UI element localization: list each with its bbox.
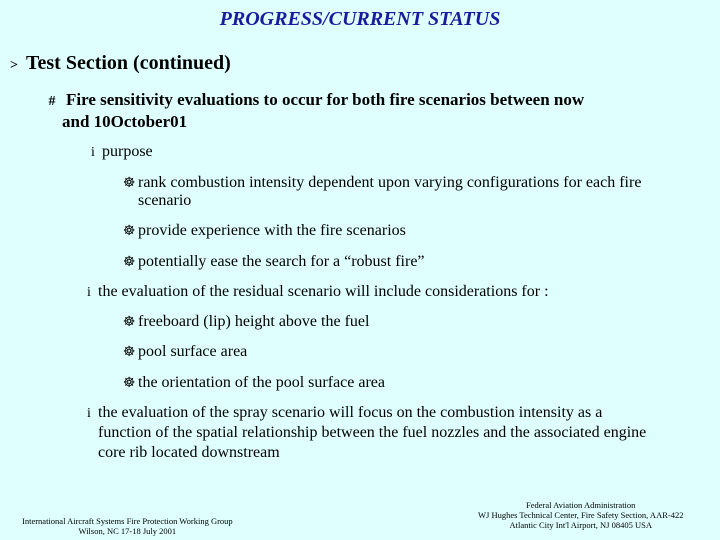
chevron-right-icon: >: [10, 58, 18, 73]
fire-sensitivity-bullet: [44, 90, 704, 132]
footer-center: WJ Hughes Technical Center, Fire Safety Section, AAR-422: [478, 510, 684, 520]
residual-subitem-text: freeboard (lip) height above the fuel: [138, 313, 370, 330]
pin-bullet-icon: #: [48, 94, 56, 109]
wheel-bullet-icon: ☸: [122, 255, 136, 270]
purpose-subitem-text: potentially ease the search for a “robust fire”: [138, 253, 425, 270]
slide-title: PROGRESS/CURRENT STATUS: [219, 8, 501, 30]
residual-subitem-text: pool surface area: [138, 343, 248, 360]
bullet-icon: i: [91, 145, 95, 160]
spray-continuation: function of the spatial relationship between the fuel nozzles and the associated engine: [98, 424, 647, 441]
fire-sensitivity-line1: Fire sensitivity evaluations to occur for both fire scenarios between now: [66, 90, 585, 109]
wheel-bullet-icon: ☸: [122, 224, 136, 239]
footer-address: Atlantic City Int'l Airport, NJ 08405 USA: [509, 520, 652, 530]
bullet-icon: i: [87, 406, 91, 421]
fire-sensitivity-line2: and 10October01: [62, 112, 188, 131]
bullet-icon: i: [87, 285, 91, 300]
wheel-bullet-icon: ☸: [122, 176, 136, 191]
spray-text: the evaluation of the spray scenario will focus on the combustion intensity as a: [98, 404, 603, 421]
footer-left: [22, 516, 233, 536]
residual-subitem: [120, 342, 247, 363]
residual-text: the evaluation of the residual scenario will include considerations for :: [98, 283, 549, 300]
purpose-subitem: [120, 173, 641, 194]
spray-continuation: core rib located downstream: [98, 444, 280, 461]
section-heading-text: Test Section (continued): [26, 52, 231, 74]
residual-subitem: [120, 312, 369, 333]
purpose-subitem: [120, 252, 425, 273]
wheel-bullet-icon: ☸: [122, 376, 136, 391]
wheel-bullet-icon: ☸: [122, 315, 136, 330]
purpose-subitem-continuation: scenario: [138, 192, 192, 209]
footer-right: [478, 500, 683, 530]
residual-subitem: [120, 373, 385, 394]
purpose-text: purpose: [102, 143, 153, 160]
residual-subitem-text: the orientation of the pool surface area: [138, 374, 385, 391]
purpose-subitem: [120, 221, 406, 242]
spray-item: [80, 403, 602, 424]
residual-item: [80, 282, 549, 303]
footer-meeting: Wilson, NC 17-18 July 2001: [78, 526, 177, 536]
purpose-subitem-text: provide experience with the fire scenarios: [138, 222, 406, 239]
footer-org: International Aircraft Systems Fire Protection Working Group: [22, 516, 233, 526]
wheel-bullet-icon: ☸: [122, 345, 136, 360]
section-heading: [4, 52, 231, 75]
purpose-subitem-text: rank combustion intensity dependent upon varying configurations for each fire: [138, 174, 642, 191]
footer-agency: Federal Aviation Administration: [526, 500, 636, 510]
purpose-item: [84, 142, 153, 163]
